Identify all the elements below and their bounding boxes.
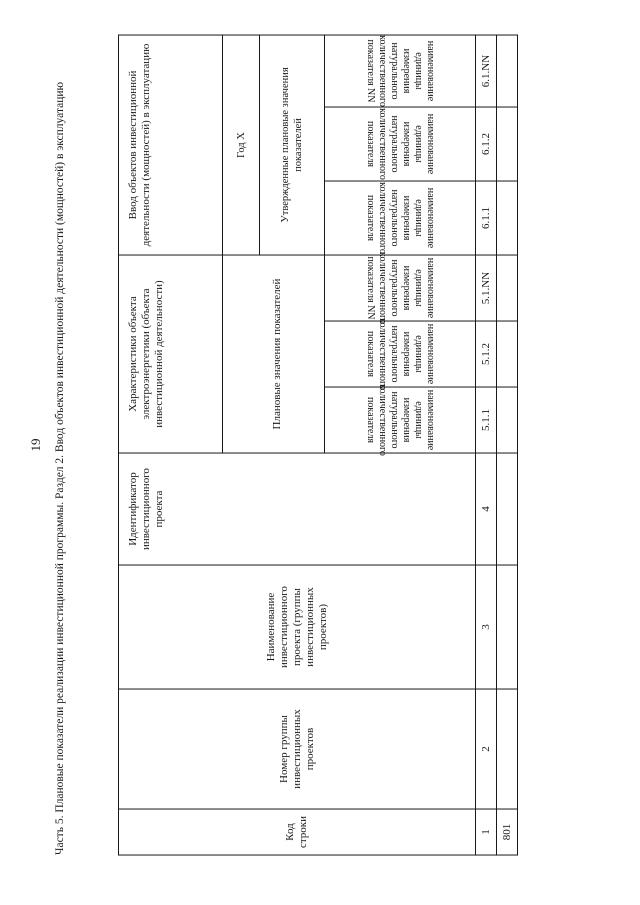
data-cell [497, 181, 518, 255]
header-characteristics: Характеристики объекта электроэнергетики (объекта инвестиционной деятельности) [119, 255, 223, 453]
header-project-id: Идентификатор инвестиционного проекта [119, 453, 476, 565]
data-cell [497, 107, 518, 181]
col-num-5-1-1: 5.1.1 [476, 387, 497, 453]
column-number-row [476, 35, 497, 855]
header-project-name: Наименование инвестиционного проекта (группы инвестиционных проектов) [119, 565, 476, 689]
indicator-6-1-2: наименование единицы измерения натурального количественного показателя [325, 107, 476, 181]
indicator-6-1-nn: наименование единицы измерения натурального количественного показателя NN [325, 35, 476, 107]
header-commissioning: Ввод объектов инвестиционной деятельности (мощностей) в эксплуатацию [119, 35, 223, 255]
col-num-6-1-2: 6.1.2 [476, 107, 497, 181]
col-num-2: 2 [476, 689, 497, 809]
data-cell [497, 35, 518, 107]
col-num-6-1-nn: 6.1.NN [476, 35, 497, 107]
col-num-4: 4 [476, 453, 497, 565]
indicator-5-1-1: наименование единицы измерения натурального количественного показателя [325, 387, 476, 453]
data-cell [497, 453, 518, 565]
header-group-number: Номер группы инвестиционных проектов [119, 689, 476, 809]
col-num-1: 1 [476, 809, 497, 855]
col-num-5-1-2: 5.1.2 [476, 321, 497, 387]
row-code-cell: 801 [497, 809, 518, 855]
col-num-6-1-1: 6.1.1 [476, 181, 497, 255]
data-cell [497, 689, 518, 809]
data-row-801 [497, 35, 518, 855]
page-number: 19 [28, 438, 43, 452]
indicator-5-1-nn: наименование единицы измерения натурального количественного показателя NN [325, 255, 476, 321]
header-row-1 [119, 35, 223, 855]
col-num-3: 3 [476, 565, 497, 689]
data-cell [497, 387, 518, 453]
data-cell [497, 255, 518, 321]
header-approved-values: Утвержденные плановые значения показателей [260, 35, 325, 255]
commissioning-table [118, 34, 518, 855]
indicator-5-1-2: наименование единицы измерения натурального количественного показателя [325, 321, 476, 387]
section-heading: Часть 5. Плановые показатели реализации инвестиционной программы. Раздел 2. Ввод объектов инвестиционной деятельности (мощностей) в эксплуатацию [54, 81, 66, 855]
data-cell [497, 565, 518, 689]
data-cell [497, 321, 518, 387]
header-planned-values: Плановые значения показателей [223, 255, 325, 453]
header-row-code: Код строки [119, 809, 476, 855]
indicator-6-1-1: наименование единицы измерения натурального количественного показателя [325, 181, 476, 255]
col-num-5-1-nn: 5.1.NN [476, 255, 497, 321]
header-year: Год X [223, 35, 260, 255]
